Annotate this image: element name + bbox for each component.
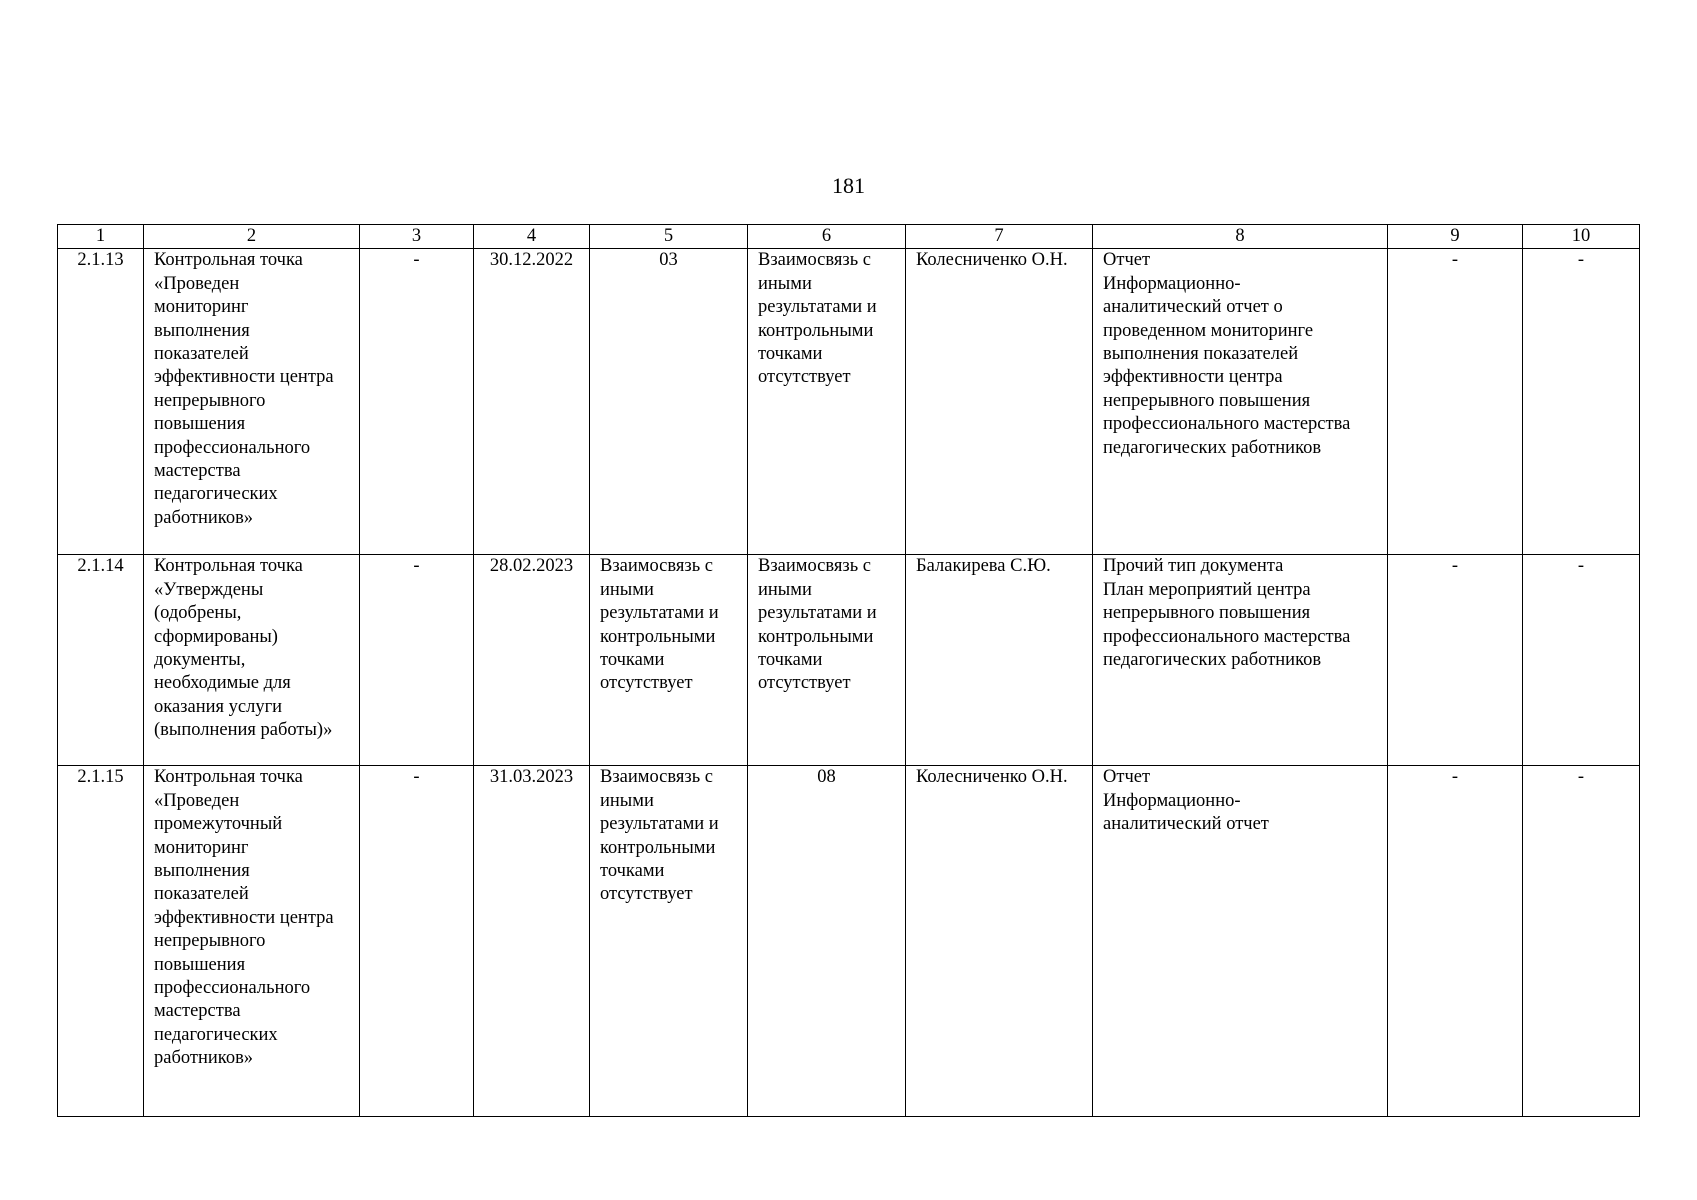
cell-col9: - (1388, 555, 1523, 766)
column-header-3: 3 (360, 225, 474, 249)
cell-col10: - (1523, 766, 1640, 1117)
table-row (58, 766, 1640, 1117)
checkpoint-name: Контрольная точка «Проведен мониторинг выполнения показателей эффективности центра непрерывного повышения профессионального мастерства педагогических работников» (144, 249, 360, 555)
column-header-9: 9 (1388, 225, 1523, 249)
column-header-7: 7 (906, 225, 1093, 249)
table-row (58, 249, 1640, 555)
column-header-10: 10 (1523, 225, 1640, 249)
responsible-person: Колесниченко О.Н. (906, 249, 1093, 555)
responsible-person: Колесниченко О.Н. (906, 766, 1093, 1117)
column-header-8: 8 (1093, 225, 1388, 249)
checkpoint-name: Контрольная точка «Утверждены (одобрены, сформированы) документы, необходимые для оказания услуги (выполнения работы)» (144, 555, 360, 766)
page-number: 181 (832, 173, 865, 198)
cell-col3: - (360, 766, 474, 1117)
cell-col5: Взаимосвязь с иными результатами и контрольными точками отсутствует (590, 555, 748, 766)
document-type: Отчет Информационно- аналитический отчет о проведенном мониторинге выполнения показателей эффективности центра непрерывного повышения профессионального мастерства педагогических работников (1093, 249, 1388, 555)
due-date: 31.03.2023 (474, 766, 590, 1117)
row-number: 2.1.14 (58, 555, 144, 766)
cell-col5: Взаимосвязь с иными результатами и контрольными точками отсутствует (590, 766, 748, 1117)
checkpoint-name: Контрольная точка «Проведен промежуточный мониторинг выполнения показателей эффективности центра непрерывного повышения профессионального мастерства педагогических работников» (144, 766, 360, 1117)
cell-col10: - (1523, 249, 1640, 555)
due-date: 28.02.2023 (474, 555, 590, 766)
plan-table (57, 224, 1640, 1117)
table-row (58, 555, 1640, 766)
cell-col6: Взаимосвязь с иными результатами и контрольными точками отсутствует (748, 555, 906, 766)
column-header-1: 1 (58, 225, 144, 249)
row-number: 2.1.15 (58, 766, 144, 1117)
cell-col10: - (1523, 555, 1640, 766)
document-type: Прочий тип документа План мероприятий центра непрерывного повышения профессионального мастерства педагогических работников (1093, 555, 1388, 766)
cell-col9: - (1388, 766, 1523, 1117)
cell-col9: - (1388, 249, 1523, 555)
header-row (58, 225, 1640, 249)
due-date: 30.12.2022 (474, 249, 590, 555)
column-header-4: 4 (474, 225, 590, 249)
row-number: 2.1.13 (58, 249, 144, 555)
cell-col3: - (360, 555, 474, 766)
column-header-5: 5 (590, 225, 748, 249)
cell-col6: Взаимосвязь с иными результатами и контрольными точками отсутствует (748, 249, 906, 555)
column-header-2: 2 (144, 225, 360, 249)
cell-col6: 08 (748, 766, 906, 1117)
column-header-6: 6 (748, 225, 906, 249)
cell-col3: - (360, 249, 474, 555)
responsible-person: Балакирева С.Ю. (906, 555, 1093, 766)
cell-col5: 03 (590, 249, 748, 555)
document-type: Отчет Информационно- аналитический отчет (1093, 766, 1388, 1117)
